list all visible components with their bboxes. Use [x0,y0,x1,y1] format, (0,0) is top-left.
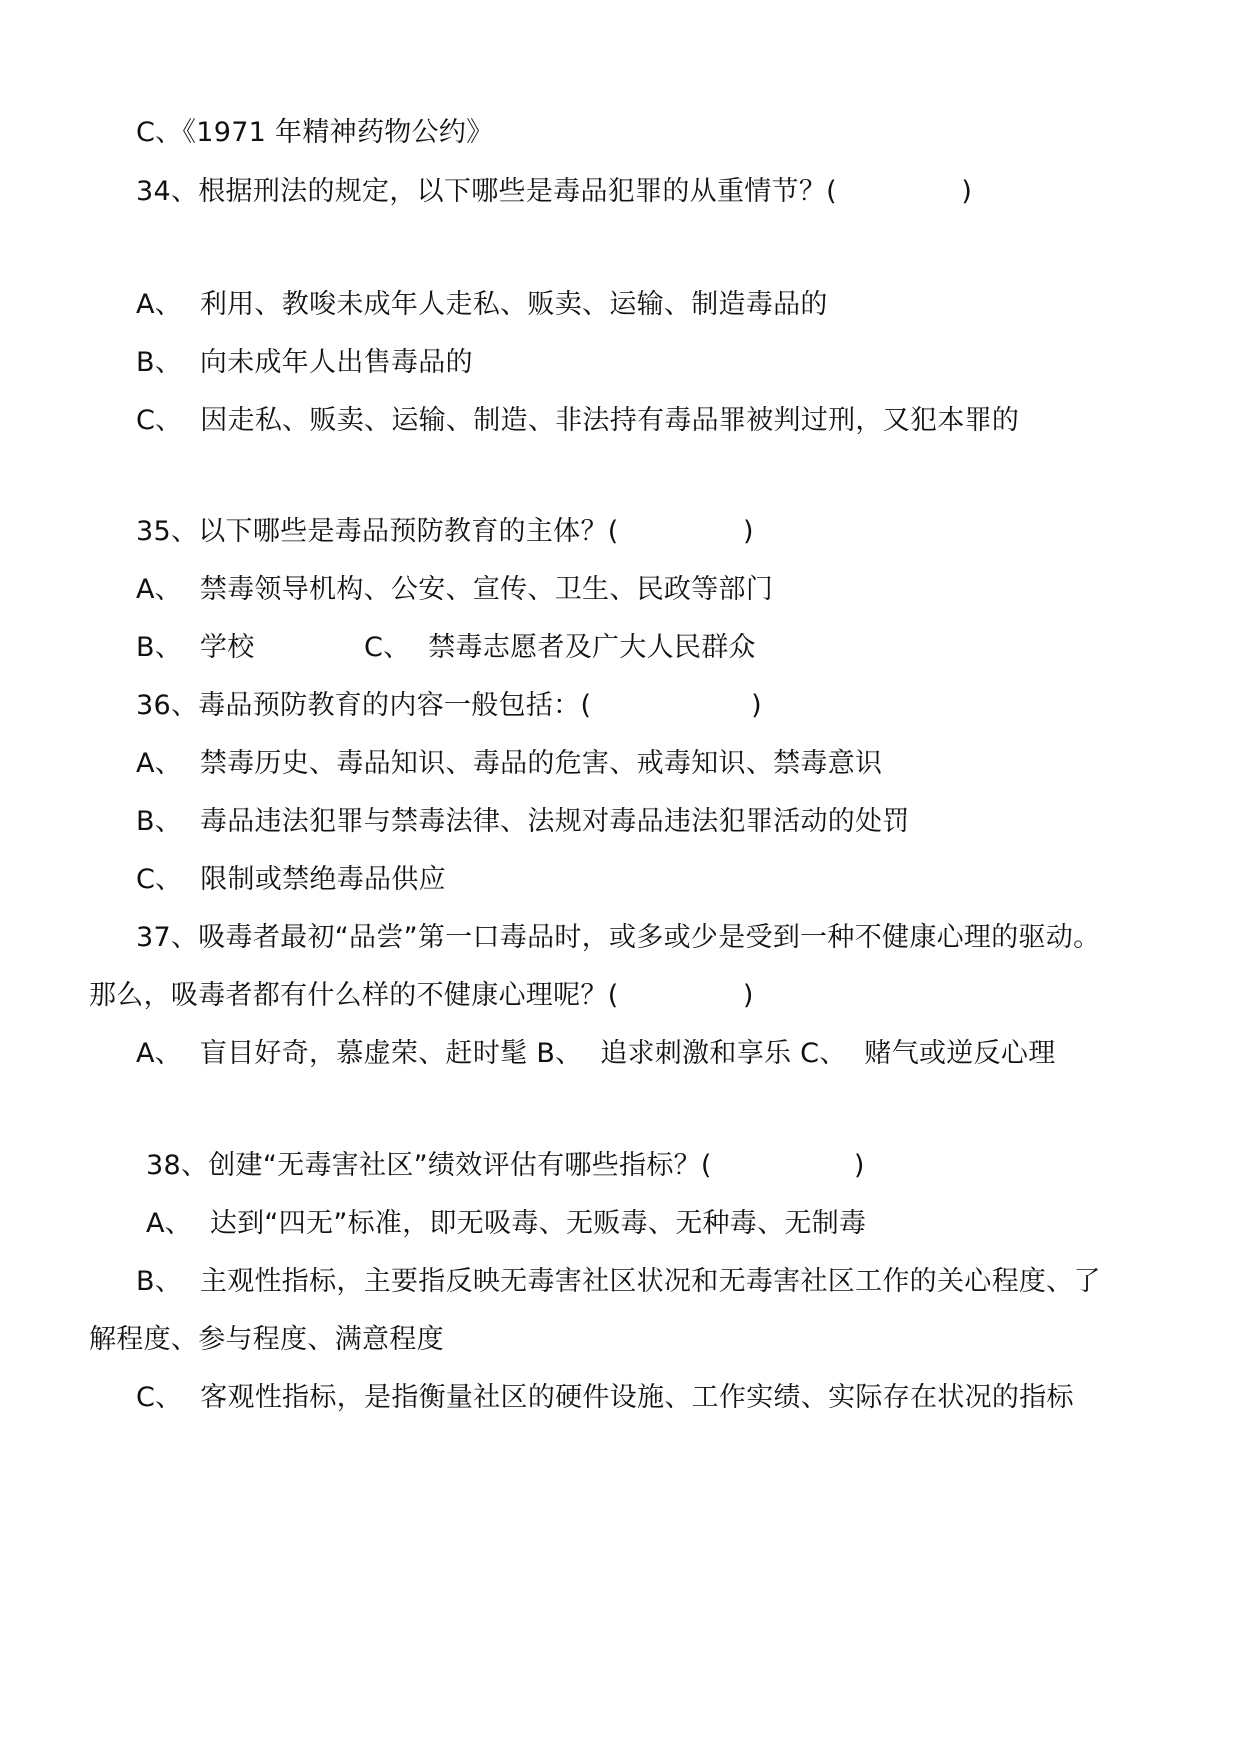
question-35: 35、以下哪些是毒品预防教育的主体？( ) [136,516,754,547]
question-37: 37、吸毒者最初“品尝”第一口毒品时，或多或少是受到一种不健康心理的驱动。 [136,922,1101,953]
question-34-option-a: A、 利用、教唆未成年人走私、贩卖、运输、制造毒品的 [136,289,828,320]
question-36-option-a: A、 禁毒历史、毒品知识、毒品的危害、戒毒知识、禁毒意识 [136,748,883,779]
question-36: 36、毒品预防教育的内容一般包括：( ) [136,690,763,721]
question-34: 34、根据刑法的规定，以下哪些是毒品犯罪的从重情节？( ) [136,176,973,207]
question-38-option-c: C、 客观性指标，是指衡量社区的硬件设施、工作实绩、实际存在状况的指标 [136,1382,1074,1413]
question-35-option-a: A、 禁毒领导机构、公安、宣传、卫生、民政等部门 [136,574,774,605]
question-36-option-c: C、 限制或禁绝毒品供应 [136,864,446,895]
question-38-option-a: A、 达到“四无”标准，即无吸毒、无贩毒、无种毒、无制毒 [146,1208,867,1239]
question-38-option-b-continued: 解程度、参与程度、满意程度 [89,1324,444,1355]
question-35-option-b: B、 学校 [136,632,255,663]
question-36-option-b: B、 毒品违法犯罪与禁毒法律、法规对毒品违法犯罪活动的处罚 [136,806,910,837]
question-34-option-b: B、 向未成年人出售毒品的 [136,347,473,378]
question-37-continued: 那么，吸毒者都有什么样的不健康心理呢？( ) [89,980,754,1011]
question-35-option-c: C、 禁毒志愿者及广大人民群众 [364,632,756,663]
question-38: 38、创建“无毒害社区”绩效评估有哪些指标？( ) [146,1150,865,1181]
question-37-options: A、 盲目好奇，慕虚荣、赶时髦 B、 追求刺激和享乐 C、 赌气或逆反心理 [136,1038,1056,1069]
question-38-option-b: B、 主观性指标，主要指反映无毒害社区状况和无毒害社区工作的关心程度、了 [136,1266,1101,1297]
option-c-line: C、《1971 年精神药物公约》 [136,117,494,148]
question-34-option-c: C、 因走私、贩卖、运输、制造、非法持有毒品罪被判过刑，又犯本罪的 [136,405,1020,436]
